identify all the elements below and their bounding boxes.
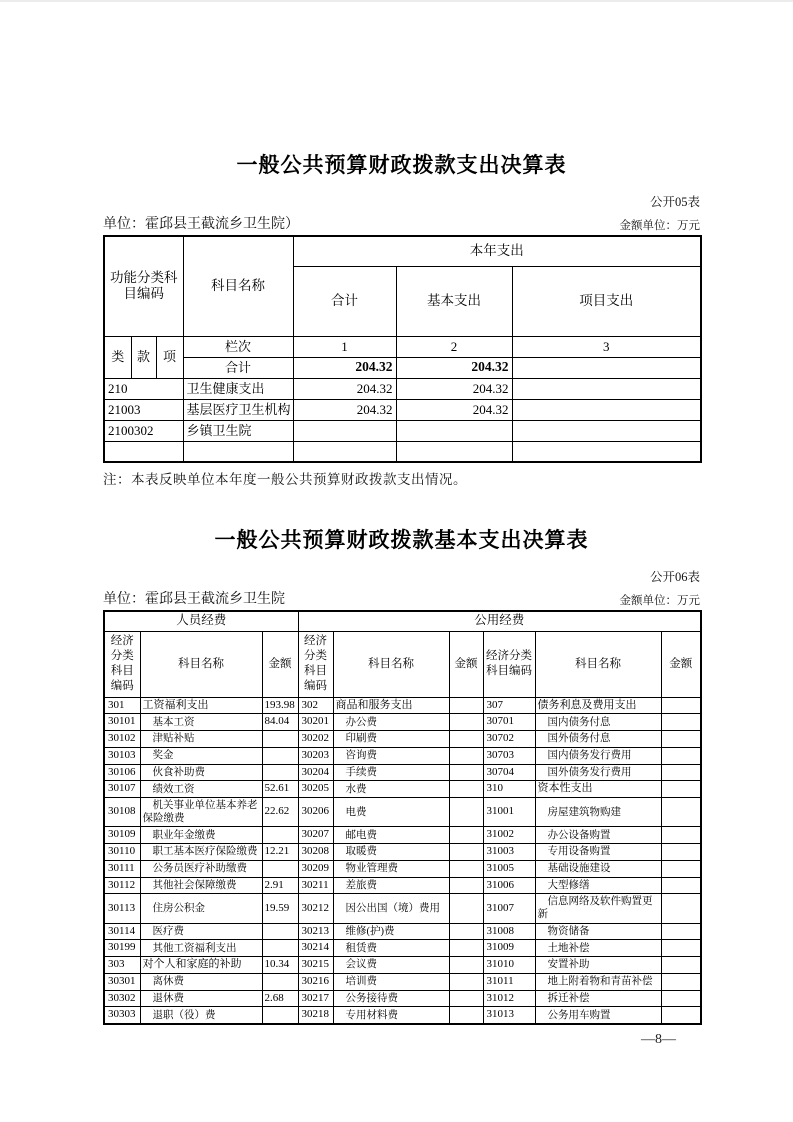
- amount-value-cell: [449, 731, 483, 748]
- econ-subject-name-cell: 职业年金缴费: [140, 827, 262, 844]
- table2-header: [104, 611, 701, 697]
- econ-subject-name-cell: 电费: [333, 798, 449, 827]
- econ-subject-name-cell: 大型修缮: [535, 877, 661, 894]
- table1-meta-row: [103, 213, 700, 233]
- table2-title: 一般公共预算财政拨款基本支出决算表: [214, 529, 589, 552]
- econ-code-cell: 30106: [104, 764, 140, 781]
- amount-value-cell: [449, 1007, 483, 1024]
- econ-subject-name-cell: 信息网络及软件购置更新: [535, 894, 661, 923]
- table1-form-code: 公开05表: [649, 195, 700, 209]
- project-value-cell: [512, 441, 701, 462]
- econ-subject-name-cell: 公务员医疗补助缴费: [140, 860, 262, 877]
- basic-value-cell: [396, 441, 512, 462]
- table2-data-row: [104, 764, 701, 781]
- econ-code-header-1: 经济分类科目编码: [104, 631, 140, 697]
- econ-code-cell: 30107: [104, 781, 140, 798]
- item-header: 项: [156, 336, 183, 378]
- econ-code-cell: 31013: [483, 1007, 535, 1024]
- table1-unit-label: 单位：霍邱县王截流乡卫生院）: [103, 217, 299, 232]
- amount-value-cell: 193.98: [262, 697, 298, 714]
- table1-header-row3: [104, 336, 701, 357]
- econ-subject-name-cell: 机关事业单位基本养老保险缴费: [140, 798, 262, 827]
- econ-code-cell: 30103: [104, 747, 140, 764]
- amount-value-cell: [661, 940, 701, 957]
- t1-body: [104, 378, 701, 462]
- column-index-label: 栏次: [183, 336, 293, 357]
- amount-value-cell: [661, 877, 701, 894]
- table1-title: 一般公共预算财政拨款支出决算表: [236, 154, 567, 177]
- t2-body: [104, 697, 701, 1024]
- econ-subject-name-cell: 办公设备购置: [535, 827, 661, 844]
- table2-meta-row: [103, 588, 700, 608]
- total-row-basic: 204.32: [396, 357, 512, 378]
- econ-code-cell: 30217: [298, 990, 333, 1007]
- func-code-cell: 2100302: [104, 420, 183, 441]
- econ-code-cell: 30204: [298, 764, 333, 781]
- econ-code-cell: 30207: [298, 827, 333, 844]
- amount-value-cell: [449, 747, 483, 764]
- econ-code-header-3: 经济分类科目编码: [483, 631, 535, 697]
- amount-value-cell: [262, 827, 298, 844]
- table2-header-row2: [104, 631, 701, 697]
- econ-code-cell: 31006: [483, 877, 535, 894]
- econ-subject-name-cell: 邮电费: [333, 827, 449, 844]
- table2-data-row: [104, 894, 701, 923]
- econ-code-cell: 31010: [483, 957, 535, 974]
- econ-code-cell: 31005: [483, 860, 535, 877]
- table2-data-row: [104, 714, 701, 731]
- econ-code-cell: 30203: [298, 747, 333, 764]
- subject-name-cell: 基层医疗卫生机构: [183, 399, 293, 420]
- amount-value-cell: [661, 764, 701, 781]
- econ-subject-name-cell: 专用设备购置: [535, 844, 661, 861]
- econ-code-cell: 30703: [483, 747, 535, 764]
- amount-value-cell: [449, 714, 483, 731]
- econ-subject-name-cell: 医疗费: [140, 923, 262, 940]
- amount-value-cell: [661, 731, 701, 748]
- econ-code-cell: 307: [483, 697, 535, 714]
- amount-value-cell: [262, 1007, 298, 1024]
- class-header: 类: [104, 336, 131, 378]
- amount-value-cell: [262, 973, 298, 990]
- amount-value-cell: [449, 697, 483, 714]
- econ-subject-name-cell: 绩效工资: [140, 781, 262, 798]
- subject-name-cell: 乡镇卫生院: [183, 420, 293, 441]
- project-col-header: 项目支出: [512, 266, 701, 336]
- econ-code-cell: 302: [298, 697, 333, 714]
- econ-code-cell: 30101: [104, 714, 140, 731]
- personnel-funds-header: 人员经费: [104, 611, 298, 631]
- table2-data-row: [104, 827, 701, 844]
- amount-value-cell: [661, 1007, 701, 1024]
- amount-value-cell: [449, 940, 483, 957]
- econ-code-cell: 30211: [298, 877, 333, 894]
- amount-value-cell: [449, 923, 483, 940]
- subject-name-header: 科目名称: [183, 236, 293, 336]
- year-expense-header: 本年支出: [293, 236, 701, 266]
- econ-code-cell: 30218: [298, 1007, 333, 1024]
- econ-code-cell: 31008: [483, 923, 535, 940]
- table2-data-row: [104, 798, 701, 827]
- amount-header-1: 金额: [262, 631, 298, 697]
- amount-value-cell: [449, 990, 483, 1007]
- econ-subject-name-cell: 土地补偿: [535, 940, 661, 957]
- basic-value-cell: [396, 420, 512, 441]
- econ-subject-name-cell: 奖金: [140, 747, 262, 764]
- table2-data-row: [104, 990, 701, 1007]
- econ-subject-name-cell: 商品和服务支出: [333, 697, 449, 714]
- subject-name-cell: [183, 441, 293, 462]
- econ-subject-name-cell: 水费: [333, 781, 449, 798]
- basic-value-cell: 204.32: [396, 399, 512, 420]
- amount-value-cell: [661, 894, 701, 923]
- econ-subject-name-cell: 资本性支出: [535, 781, 661, 798]
- amount-value-cell: 84.04: [262, 714, 298, 731]
- econ-subject-name-cell: 专用材料费: [333, 1007, 449, 1024]
- econ-subject-name-cell: 国外债务发行费用: [535, 764, 661, 781]
- table1-note: 注：本表反映单位本年度一般公共预算财政拨款支出情况。: [103, 472, 467, 487]
- econ-code-cell: 30111: [104, 860, 140, 877]
- func-code-cell: 210: [104, 378, 183, 399]
- amount-value-cell: 2.68: [262, 990, 298, 1007]
- econ-code-cell: 30102: [104, 731, 140, 748]
- table1-amount-unit: 金额单位：万元: [619, 220, 700, 232]
- amount-value-cell: [661, 973, 701, 990]
- amount-value-cell: 52.61: [262, 781, 298, 798]
- amount-header-3: 金额: [661, 631, 701, 697]
- subject-name-cell: 卫生健康支出: [183, 378, 293, 399]
- table2-data-row: [104, 747, 701, 764]
- econ-subject-name-cell: 印刷费: [333, 731, 449, 748]
- econ-subject-name-cell: 基本工资: [140, 714, 262, 731]
- econ-subject-name-cell: 房屋建筑物购建: [535, 798, 661, 827]
- amount-value-cell: [262, 731, 298, 748]
- econ-subject-name-cell: 退职（役）费: [140, 1007, 262, 1024]
- econ-code-cell: 31007: [483, 894, 535, 923]
- table2-data-row: [104, 1007, 701, 1024]
- amount-value-cell: [661, 781, 701, 798]
- econ-code-cell: 30201: [298, 714, 333, 731]
- econ-code-cell: 30110: [104, 844, 140, 861]
- econ-subject-name-cell: 其他社会保障缴费: [140, 877, 262, 894]
- table1-data-row: [104, 420, 701, 441]
- amount-value-cell: [661, 957, 701, 974]
- func-code-cell: 21003: [104, 399, 183, 420]
- econ-code-cell: 30212: [298, 894, 333, 923]
- econ-subject-name-cell: 公务用车购置: [535, 1007, 661, 1024]
- amount-value-cell: [262, 747, 298, 764]
- amount-value-cell: [661, 827, 701, 844]
- table1-data-row: [104, 399, 701, 420]
- subject-name-header-3: 科目名称: [535, 631, 661, 697]
- econ-subject-name-cell: 津贴补贴: [140, 731, 262, 748]
- expenditure-table-section: [103, 149, 700, 488]
- subject-name-header-2: 科目名称: [333, 631, 449, 697]
- econ-subject-name-cell: 对个人和家庭的补助: [140, 957, 262, 974]
- amount-value-cell: [262, 860, 298, 877]
- econ-code-cell: 303: [104, 957, 140, 974]
- table2-amount-unit: 金额单位：万元: [619, 595, 700, 607]
- econ-code-cell: 31011: [483, 973, 535, 990]
- total-col-header: 合计: [293, 266, 396, 336]
- table1-data-row: [104, 378, 701, 399]
- amount-header-2: 金额: [449, 631, 483, 697]
- total-value-cell: 204.32: [293, 399, 396, 420]
- econ-code-cell: 30109: [104, 827, 140, 844]
- econ-subject-name-cell: 咨询费: [333, 747, 449, 764]
- amount-value-cell: [449, 781, 483, 798]
- table2-data-row: [104, 731, 701, 748]
- econ-code-cell: 30303: [104, 1007, 140, 1024]
- econ-code-cell: 30108: [104, 798, 140, 827]
- econ-subject-name-cell: 拆迁补偿: [535, 990, 661, 1007]
- amount-value-cell: [661, 798, 701, 827]
- econ-code-cell: 30112: [104, 877, 140, 894]
- section-header: 款: [131, 336, 156, 378]
- total-value-cell: [293, 441, 396, 462]
- econ-code-cell: 301: [104, 697, 140, 714]
- basic-value-cell: 204.32: [396, 378, 512, 399]
- econ-subject-name-cell: 租赁费: [333, 940, 449, 957]
- amount-value-cell: [449, 860, 483, 877]
- amount-value-cell: [262, 764, 298, 781]
- project-value-cell: [512, 399, 701, 420]
- amount-value-cell: 10.34: [262, 957, 298, 974]
- econ-subject-name-cell: 国内债务付息: [535, 714, 661, 731]
- table1-total-row: [104, 357, 701, 378]
- table1-header-row1: [104, 236, 701, 266]
- econ-subject-name-cell: 基础设施建设: [535, 860, 661, 877]
- table2-data-row: [104, 940, 701, 957]
- table1-header: [104, 236, 701, 378]
- econ-code-cell: 31009: [483, 940, 535, 957]
- total-row-project: [512, 357, 701, 378]
- econ-subject-name-cell: 住房公积金: [140, 894, 262, 923]
- econ-subject-name-cell: 职工基本医疗保险缴费: [140, 844, 262, 861]
- table1-data-row: [104, 441, 701, 462]
- table2-data-row: [104, 844, 701, 861]
- table2-data-row: [104, 781, 701, 798]
- econ-subject-name-cell: 办公费: [333, 714, 449, 731]
- amount-value-cell: 22.62: [262, 798, 298, 827]
- table2-header-row1: [104, 611, 701, 631]
- amount-value-cell: [661, 747, 701, 764]
- econ-code-cell: 30302: [104, 990, 140, 1007]
- econ-code-cell: 31003: [483, 844, 535, 861]
- total-value-cell: 204.32: [293, 378, 396, 399]
- econ-code-cell: 30214: [298, 940, 333, 957]
- econ-subject-name-cell: 国外债务付息: [535, 731, 661, 748]
- project-value-cell: [512, 420, 701, 441]
- amount-value-cell: [661, 714, 701, 731]
- amount-value-cell: [449, 894, 483, 923]
- column-number-2: 2: [396, 336, 512, 357]
- econ-code-cell: 30213: [298, 923, 333, 940]
- func-code-cell: [104, 441, 183, 462]
- econ-code-cell: 31002: [483, 827, 535, 844]
- econ-code-header-2: 经济分类科目编码: [298, 631, 333, 697]
- econ-subject-name-cell: 物资储备: [535, 923, 661, 940]
- econ-code-cell: 30206: [298, 798, 333, 827]
- amount-value-cell: [262, 940, 298, 957]
- basic-expenditure-table: [103, 610, 702, 1025]
- econ-subject-name-cell: 维修(护)费: [333, 923, 449, 940]
- amount-value-cell: [661, 860, 701, 877]
- econ-subject-name-cell: 安置补助: [535, 957, 661, 974]
- table2-data-row: [104, 877, 701, 894]
- econ-code-cell: 30216: [298, 973, 333, 990]
- econ-code-cell: 310: [483, 781, 535, 798]
- econ-code-cell: 30215: [298, 957, 333, 974]
- amount-value-cell: [661, 990, 701, 1007]
- page-number: —8—: [641, 1032, 676, 1047]
- econ-subject-name-cell: 债务利息及费用支出: [535, 697, 661, 714]
- table2-unit-label: 单位：霍邱县王截流乡卫生院: [103, 592, 285, 607]
- table2-data-row: [104, 860, 701, 877]
- total-value-cell: [293, 420, 396, 441]
- table2-data-row: [104, 923, 701, 940]
- econ-subject-name-cell: 取暖费: [333, 844, 449, 861]
- amount-value-cell: [661, 923, 701, 940]
- econ-code-cell: 30701: [483, 714, 535, 731]
- amount-value-cell: [262, 923, 298, 940]
- econ-code-cell: 30205: [298, 781, 333, 798]
- table2-form-code: 公开06表: [649, 570, 700, 584]
- econ-code-cell: 30202: [298, 731, 333, 748]
- econ-subject-name-cell: 国内债务发行费用: [535, 747, 661, 764]
- econ-code-cell: 30114: [104, 923, 140, 940]
- subject-name-header-1: 科目名称: [140, 631, 262, 697]
- econ-code-cell: 30301: [104, 973, 140, 990]
- econ-subject-name-cell: 伙食补助费: [140, 764, 262, 781]
- econ-subject-name-cell: 会议费: [333, 957, 449, 974]
- func-code-header: 功能分类科目编码: [104, 236, 183, 336]
- general-budget-expenditure-table: [103, 235, 702, 463]
- econ-subject-name-cell: 因公出国（境）费用: [333, 894, 449, 923]
- total-row-label: 合计: [183, 357, 293, 378]
- project-value-cell: [512, 378, 701, 399]
- econ-code-cell: 30702: [483, 731, 535, 748]
- amount-value-cell: [449, 764, 483, 781]
- amount-value-cell: [449, 798, 483, 827]
- amount-value-cell: 2.91: [262, 877, 298, 894]
- amount-value-cell: [449, 877, 483, 894]
- basic-col-header: 基本支出: [396, 266, 512, 336]
- amount-value-cell: [449, 827, 483, 844]
- amount-value-cell: [449, 957, 483, 974]
- econ-subject-name-cell: 其他工资福利支出: [140, 940, 262, 957]
- table2-data-row: [104, 697, 701, 714]
- econ-subject-name-cell: 工资福利支出: [140, 697, 262, 714]
- econ-code-cell: 30208: [298, 844, 333, 861]
- econ-subject-name-cell: 培训费: [333, 973, 449, 990]
- econ-subject-name-cell: 公务接待费: [333, 990, 449, 1007]
- public-funds-header: 公用经费: [298, 611, 701, 631]
- amount-value-cell: [449, 973, 483, 990]
- amount-value-cell: [449, 844, 483, 861]
- amount-value-cell: [661, 844, 701, 861]
- amount-value-cell: 12.21: [262, 844, 298, 861]
- amount-value-cell: [661, 697, 701, 714]
- econ-code-cell: 30113: [104, 894, 140, 923]
- column-number-1: 1: [293, 336, 396, 357]
- amount-value-cell: 19.59: [262, 894, 298, 923]
- table2-data-row: [104, 973, 701, 990]
- basic-expenditure-table-section: [103, 524, 700, 1025]
- econ-subject-name-cell: 退休费: [140, 990, 262, 1007]
- econ-subject-name-cell: 手续费: [333, 764, 449, 781]
- total-row-total: 204.32: [293, 357, 396, 378]
- econ-code-cell: 30209: [298, 860, 333, 877]
- econ-subject-name-cell: 差旅费: [333, 877, 449, 894]
- table2-data-row: [104, 957, 701, 974]
- econ-subject-name-cell: 地上附着物和青苗补偿: [535, 973, 661, 990]
- econ-code-cell: 31012: [483, 990, 535, 1007]
- econ-subject-name-cell: 物业管理费: [333, 860, 449, 877]
- column-number-3: 3: [512, 336, 701, 357]
- econ-subject-name-cell: 离休费: [140, 973, 262, 990]
- econ-code-cell: 30704: [483, 764, 535, 781]
- econ-code-cell: 31001: [483, 798, 535, 827]
- econ-code-cell: 30199: [104, 940, 140, 957]
